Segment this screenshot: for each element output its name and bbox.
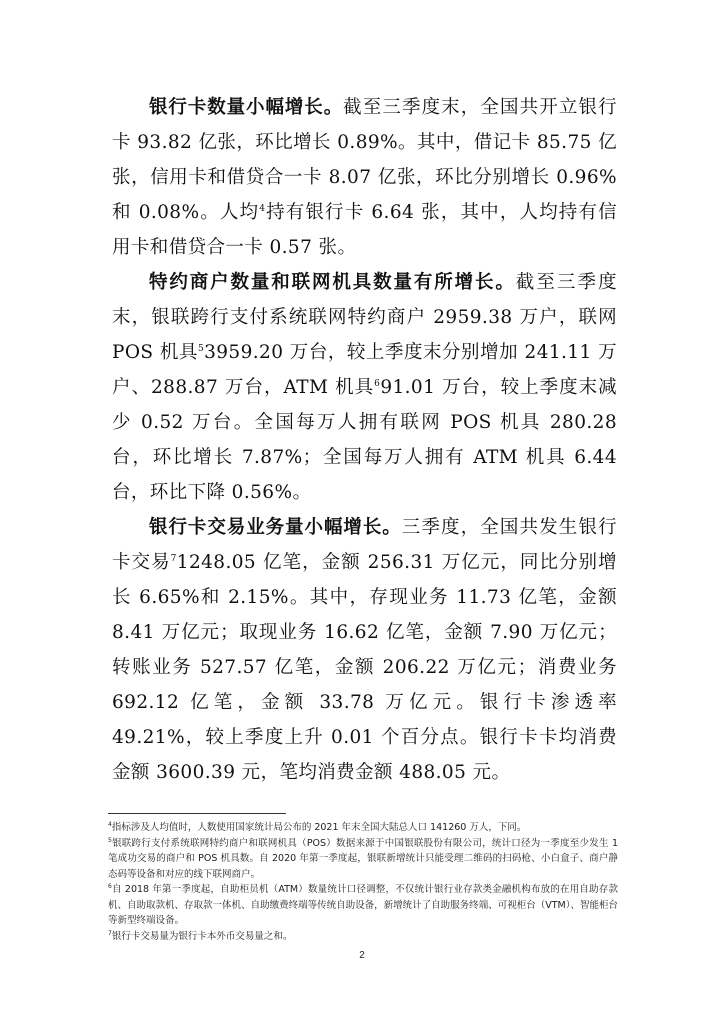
page-number: 2 [359, 950, 365, 961]
footnotes [108, 820, 618, 944]
paragraph-text: 3959.20 万台，较上季度末分别增加 241.11 万户、288.87 万台，ATM 机具 [112, 342, 617, 398]
paragraph-lead: 银行卡数量小幅增长。 [149, 97, 344, 118]
footnote-ref[interactable]: 7 [170, 553, 177, 564]
footnote [108, 882, 618, 929]
paragraph-text: 截至三季度末，全国共开立银行卡 93.82 亿张，环比增长 0.89%。其中，借记卡 85.75 亿张，信用卡和借贷合一卡 8.07 亿张，环比分别增长 0.96%和 0.08%。人均 [112, 97, 617, 223]
footnote [108, 929, 618, 945]
paragraph-merchants [112, 265, 617, 510]
footnote-text: 银行卡交易量为银行卡本外币交易量之和。 [111, 930, 293, 942]
paragraph-text: 持有银行卡 6.64 张，其中，人均持有信用卡和借贷合一卡 0.57 张。 [112, 202, 618, 258]
paragraph-lead: 银行卡交易业务量小幅增长。 [149, 517, 402, 538]
paragraph-text: 三季度，全国共发生银行卡交易 [112, 517, 617, 573]
footnote-text: 指标涉及人均值时，人数使用国家统计局公布的 2021 年末全国大陆总人口 141260 万人，下同。 [111, 822, 527, 833]
paragraph-bank-cards [112, 90, 617, 265]
footnote-text: 银联跨行支付系统联网特约商户和联网机具（POS）数据来源于中国银联股份有限公司，统计口径为一季度至少发生 1 笔成功交易的商户和 POS 机具数。自 2020 年第一季度起，银联新增统计只能受理二维码的扫码枪、小白盒子、商户静态码等设备和对应的线下联网商户。 [108, 837, 618, 880]
paragraph-transactions [112, 510, 617, 790]
footnote-ref[interactable]: 5 [197, 343, 205, 354]
paragraph-text: 截至三季度末，银联跨行支付系统联网特约商户 2959.38 万户，联网 POS 机具 [112, 272, 617, 363]
footnote-ref[interactable]: 6 [374, 378, 381, 389]
footnote-text: 自 2018 年第一季度起，自助柜员机（ATM）数量统计口径调整，不仅统计银行业存款类金融机构布放的在用自助存款机、自助取款机、存取款一体机、自助缴费终端等传统自助设备，新增统计了自助服务终端、可视柜台（VTM）、智能柜台等新型终端设备。 [108, 884, 618, 926]
paragraph-text: 1248.05 亿笔，金额 256.31 万亿元，同比分别增长 6.65%和 2.15%。其中，存现业务 11.73 亿笔，金额 8.41 万亿元；取现业务 16.62 亿笔，金额 7.90 万亿元；转账业务 527.57 亿笔，金额 206.22 万亿元；消费业务 692.12 亿笔，金额 33.78 万亿元。银行卡渗透率 49.21%，较上季度上升 0.01 个百分点。银行卡卡均消费金额 3600.39 元，笔均消费金额 488.05 元。 [112, 552, 617, 783]
footnote [108, 820, 618, 836]
paragraph-lead: 特约商户数量和联网机具数量有所增长。 [149, 272, 516, 293]
footnote [108, 836, 618, 883]
footnote-mark: 4 [108, 820, 112, 828]
footnote-mark: 7 [108, 929, 112, 937]
body-text [112, 90, 617, 790]
footnote-divider [108, 813, 286, 814]
footnote-mark: 5 [108, 836, 112, 844]
footnote-ref[interactable]: 4 [259, 203, 266, 214]
footnote-mark: 6 [108, 882, 112, 890]
paragraph-text: 91.01 万台，较上季度末减少 0.52 万台。全国每万人拥有联网 POS 机具 280.28 台，环比增长 7.87%；全国每万人拥有 ATM 机具 6.44 台，环比下降 0.56%。 [112, 377, 617, 503]
